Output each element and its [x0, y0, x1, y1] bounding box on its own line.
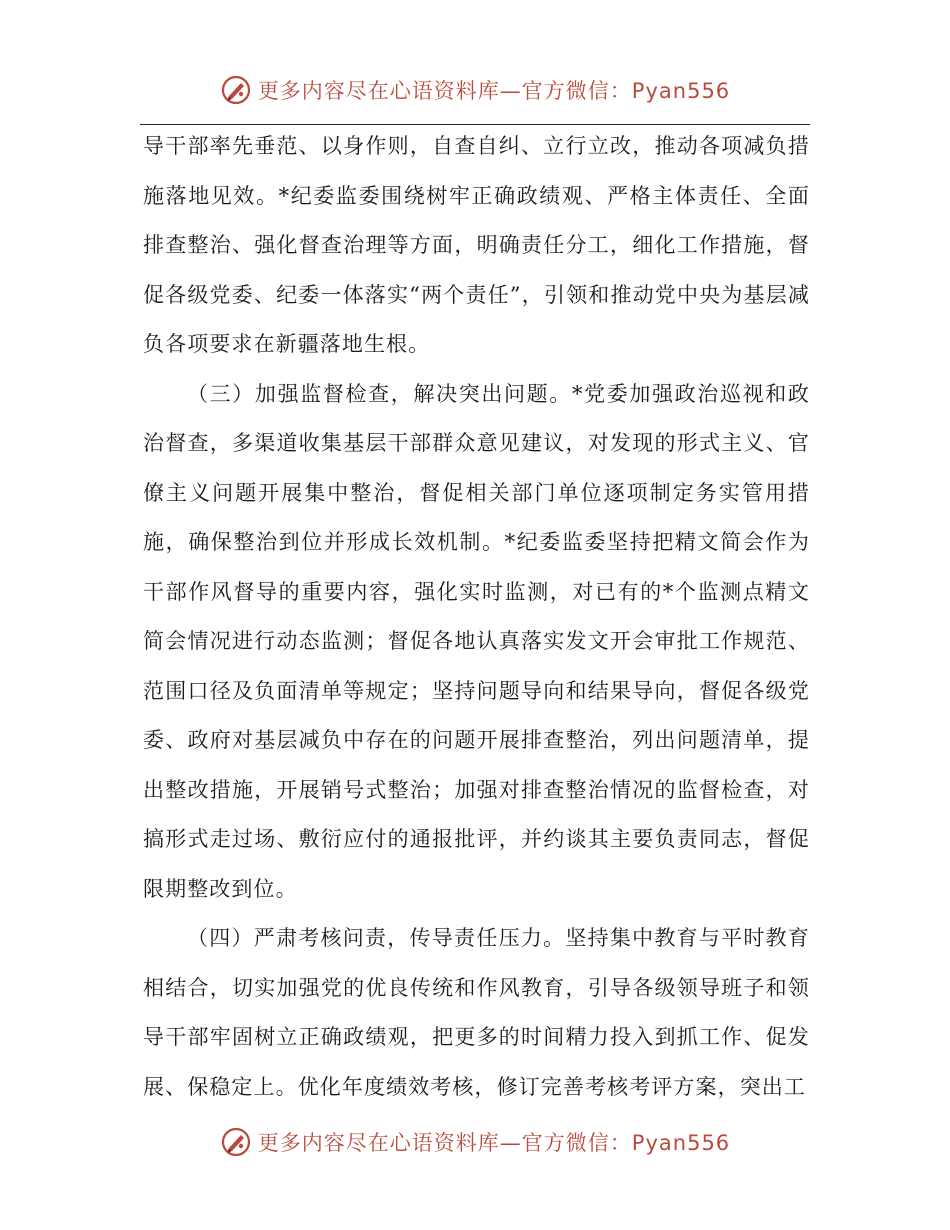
header-banner-text: 更多内容尽在心语资料库—官方微信：Pyan556 [257, 79, 731, 103]
footer-banner [0, 1122, 950, 1162]
header-banner [0, 70, 950, 110]
document-body [143, 122, 810, 1112]
pen-seal-icon [220, 74, 252, 106]
paragraph-section-3: （三）加强监督检查，解决突出问题。*党委加强政治巡视和政治督查，多渠道收集基层干部群众意见建议，对发现的形式主义、官僚主义问题开展集中整治，督促相关部门单位逐项制定务实管用措施，确保整治到位并形成长效机制。*纪委监委坚持把精文简会作为干部作风督导的重要内容，强化实时监测，对已有的*个监测点精文简会情况进行动态监测；督促各地认真落实发文开会审批工作规范、范围口径及负面清单等规定；坚持问题导向和结果导向，督促各级党委、政府对基层减负中存在的问题开展排查整治，列出问题清单，提出整改措施，开展销号式整治；加强对排查整治情况的监督检查，对搞形式走过场、敷衍应付的通报批评，并约谈其主要负责同志，督促限期整改到位。 [143, 381, 810, 901]
paragraph-continuation: 导干部率先垂范、以身作则，自查自纠、立行立改，推动各项减负措施落地见效。*纪委监委围绕树牢正确政绩观、严格主体责任、全面排查整治、强化督查治理等方面，明确责任分工，细化工作措施，督促各级党委、纪委一体落实“两个责任”，引领和推动党中央为基层减负各项要求在新疆落地生根。 [143, 134, 810, 356]
pen-seal-icon [220, 1126, 252, 1158]
footer-banner-text: 更多内容尽在心语资料库—官方微信：Pyan556 [257, 1131, 731, 1155]
paragraph-section-4: （四）严肃考核问责，传导责任压力。坚持集中教育与平时教育相结合，切实加强党的优良传统和作风教育，引导各级领导班子和领导干部牢固树立正确政绩观，把更多的时间精力投入到抓工作、促发展、保稳定上。优化年度绩效考核，修订完善考核考评方案，突出工 [143, 926, 810, 1099]
